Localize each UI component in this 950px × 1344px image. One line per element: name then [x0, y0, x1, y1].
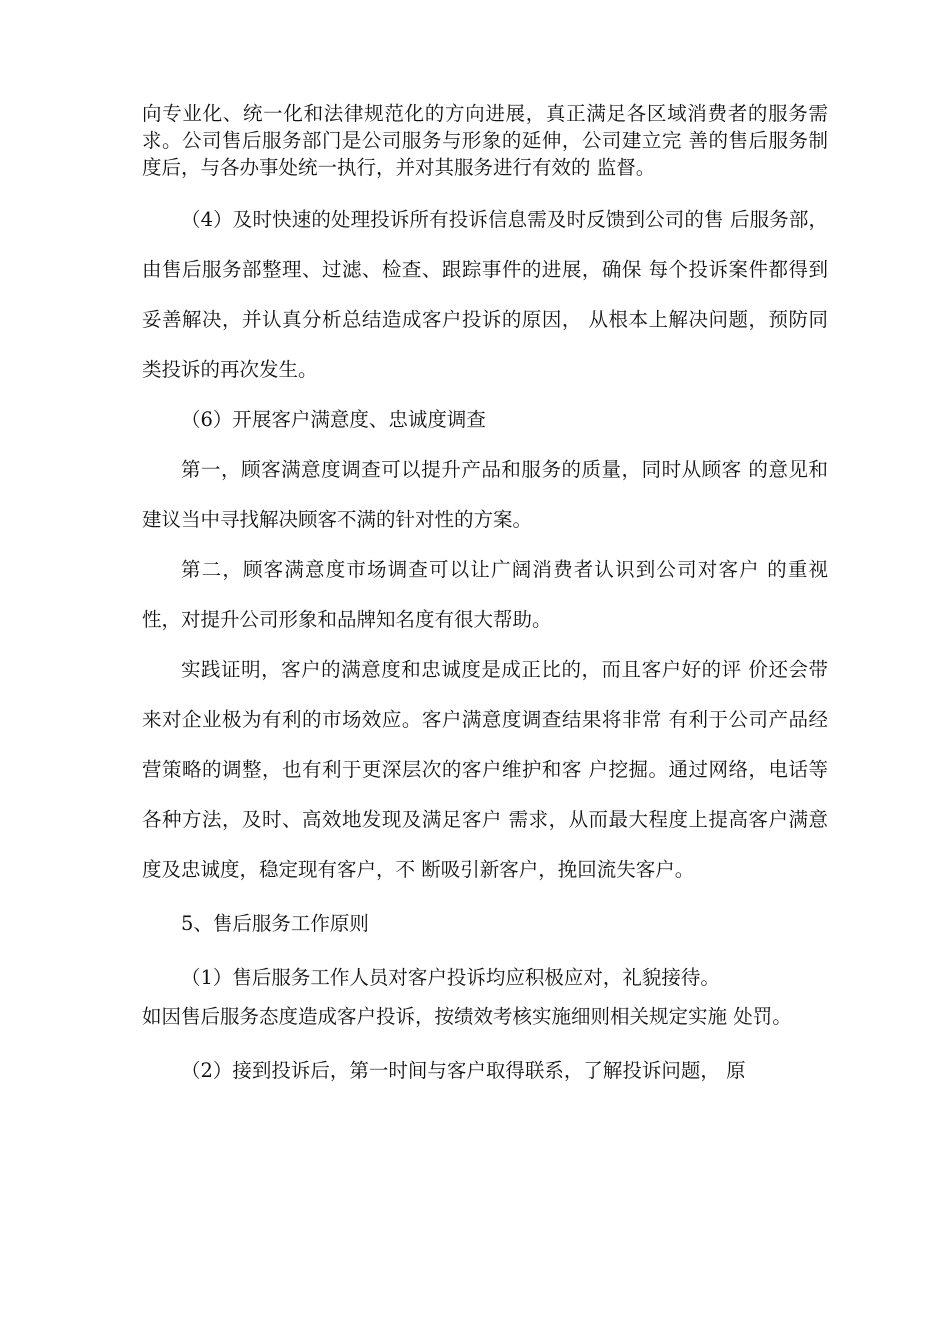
paragraph-first-point: 第一，顾客满意度调查可以提升产品和服务的质量，同时从顾客 的意见和建议当中寻找解决顾客不满的针对性的方案。 [142, 458, 828, 531]
document-body [142, 100, 828, 1096]
section-heading-service-principles: 5、售后服务工作原则 [181, 912, 369, 935]
paragraph-principle-two: （2）接到投诉后，第一时间与客户取得联系，了解投诉问题， 原 [181, 1059, 746, 1082]
paragraph-satisfaction-survey-heading: （6）开展客户满意度、忠诚度调查 [181, 408, 486, 431]
paragraph-penalty-rule: 如因售后服务态度造成客户投诉，按绩效考核实施细则相关规定实施 处罚。 [142, 1005, 792, 1028]
paragraph-second-point: 第二，顾客满意度市场调查可以让广阔消费者认识到公司对客户 的重视性，对提升公司形象和品牌知名度有很大帮助。 [142, 558, 828, 631]
paragraph-practice-proof: 实践证明，客户的满意度和忠诚度是成正比的，而且客户好的评 价还会带来对企业极为有利的市场效应。客户满意度调查结果将非常 有利于公司产品经营策略的调整，也有利于更深层次的客户维护和客 户挖掘。通过网络，电话等各种方法，及时、高效地发现及满足客户 需求，从而最大程度上提高客户满意度及忠诚度，稳定现有客户，不 断吸引新客户，挽回流失客户。 [142, 658, 828, 881]
paragraph-complaint-handling: （4）及时快速的处理投诉所有投诉信息需及时反馈到公司的售 后服务部，由售后服务部整理、过滤、检查、跟踪事件的进展，确保 每个投诉案件都得到妥善解决，并认真分析总结造成客户投诉的原因， 从根本上解决问题，预防同类投诉的再次发生。 [142, 208, 828, 381]
paragraph-principle-one: （1）售后服务工作人员对客户投诉均应积极应对，礼貌接待。 [181, 966, 720, 989]
paragraph-service-standardization: 向专业化、统一化和法律规范化的方向进展，真正满足各区域消费者的服务需求。公司售后服务部门是公司服务与形象的延伸，公司建立完 善的售后服务制度后，与各办事处统一执行，并对其服务进行有效的 监督。 [142, 102, 828, 179]
